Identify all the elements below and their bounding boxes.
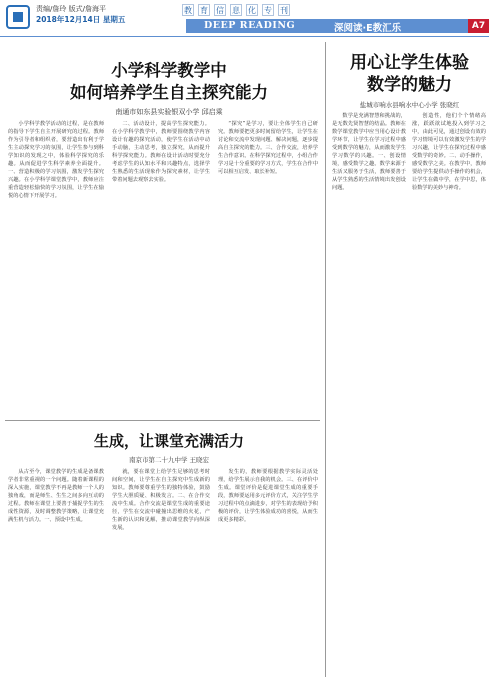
section-char: 刊 (280, 6, 288, 15)
article3-body: 发生的，教师要根据教学实际灵活处理，给学生展示自我的机会。三、在评价中生成。课堂评价是促进课堂生成的重要手段，教师要运用多元评价方式，关注学生学习过程中的点滴进步，对学生的表现给予积极的评价，让学生体验成功的喜悦，从而生成更多精彩。 (218, 469, 318, 523)
article3-body: 从古至今，课堂教学的生成是备课教学者非常重视的一个问题。随着新课程的深入实施，课堂教学不再是教师一个人的独角戏，而是师生、生生之间多向互动的过程。教师在课堂上要善于捕捉学生的生成性资源，及时调整教学策略，让课堂充满生机与活力。一、预设中生成。 (8, 469, 104, 523)
article1-title-line1: 小学科学教学中 (111, 61, 227, 80)
article1-title-line2: 如何培养学生自主探究能力 (70, 83, 268, 102)
section-char: 化 (248, 6, 256, 15)
section-char: 专 (264, 6, 272, 15)
article3-column-1 (8, 468, 104, 678)
article2-title-line2: 数学的魅力 (367, 75, 452, 95)
newspaper-logo-icon (6, 5, 30, 29)
article1-column-2 (112, 120, 210, 416)
column-divider (325, 42, 326, 677)
section-title-boxes (182, 4, 290, 16)
article3-title: 生成，让课堂充满活力 (93, 432, 244, 450)
article3-column-2 (112, 468, 210, 678)
article1-body: 二、活动设计，提高学生探究能力。在小学科学教学中，教师要围绕教学内容设计有趣的探究活动，使学生在活动中动手动脑，主动思考，独立探究，从而提升科学探究能力。教师在设计活动时要充分考虑学生的认知水平和兴趣特点，选择学生熟悉的生活现象作为探究素材，让学生带着问题去观察去实验。 (112, 121, 210, 183)
article1-column-1 (8, 120, 104, 416)
section-char: 息 (232, 6, 240, 15)
article2-body: 创造性，他们个个情绪高涨，跃跃欲试地投入到学习之中，由此可见，通过创设有效的学习情境可以有效激发学生的学习兴趣，让学生在探究过程中感受数学的奇妙。二、动手操作，感受数学之美。在教学中，教师要给学生提供动手操作的机会，让学生在做中学，在学中思，体验数学的美妙与神奇。 (412, 113, 486, 191)
page-header (0, 0, 489, 36)
article3-column-3 (218, 468, 318, 678)
article1-body: 小学科学教学活动的过程，是在教师的指导下学生自主开展研究的过程。教师作为引导者和组织者，要营造出有利于学生主动探究学习的氛围，让学生参与到科学知识的发现之中，体验科学探究的乐趣。从而促进学生科学素养全面提升。一、营造积极的学习氛围，激发学生探究兴趣。在小学科学课堂教学中，教师应注重营造轻松愉快的学习氛围，让学生在愉悦的心情下开展学习。 (8, 121, 104, 199)
article1-column-3 (218, 120, 318, 416)
article2-author: 盐城市响水县响水中心小学 张晓红 (359, 101, 460, 109)
article2-column-2 (412, 112, 486, 678)
section-char: 育 (200, 6, 208, 15)
article1-title (20, 60, 318, 104)
header-rule (0, 36, 489, 37)
section-char: 教 (184, 6, 192, 15)
article3-author: 南京市第二十九中学 王晓宏 (128, 456, 210, 464)
section-chinese-title: 深阅读·E教汇乐 (334, 23, 402, 34)
page-number: A7 (468, 19, 489, 33)
section-english-title: DEEP READING (204, 20, 296, 31)
article1-author: 南通市如东县实验银双小学 邱启乘 (115, 108, 223, 116)
issue-date: 2018年12月14日 星期五 (36, 15, 126, 24)
section-char: 信 (216, 6, 224, 15)
article2-column-1 (332, 112, 406, 678)
article2-body: 数学是充满智慧和挑战的，是无数先贤智慧的结晶。教师在数学课堂教学中应当用心设计教学环节，让学生在学习过程中感受到数学的魅力，从而激发学生学习数学的兴趣。一、创设情境，感受数学之趣。数学来源于生活又服务于生活，教师要善于从学生熟悉的生活情境出发创设问题。 (332, 113, 406, 191)
article1-body: “探究”是学习，要让全体学生自己研究。教师要把更多时间留给学生，让学生在讨论和交流中发现问题、解决问题，逐步提高自主探究的能力。三、合作交流，培养学生合作意识。在科学探究过程中，小组合作学习是十分重要的学习方式，学生在合作中可以相互启发、取长补短。 (218, 121, 318, 175)
article2-title (332, 52, 487, 96)
editor-credit: 责编/詹玲 版式/詹海平 (36, 5, 106, 13)
article-divider (5, 420, 320, 421)
article2-title-line1: 用心让学生体验 (350, 53, 469, 73)
article3-body: 就，要在课堂上给学生足够的思考时间和空间，让学生在自主探究中生成新的知识。教师要尊重学生的独特体验，鼓励学生大胆质疑、积极发言。二、在合作交流中生成。合作交流是课堂生成的重要途径，学生在交流中碰撞出思维的火花，产生新的认识和见解，推动课堂教学向纵深发展。 (112, 469, 210, 531)
